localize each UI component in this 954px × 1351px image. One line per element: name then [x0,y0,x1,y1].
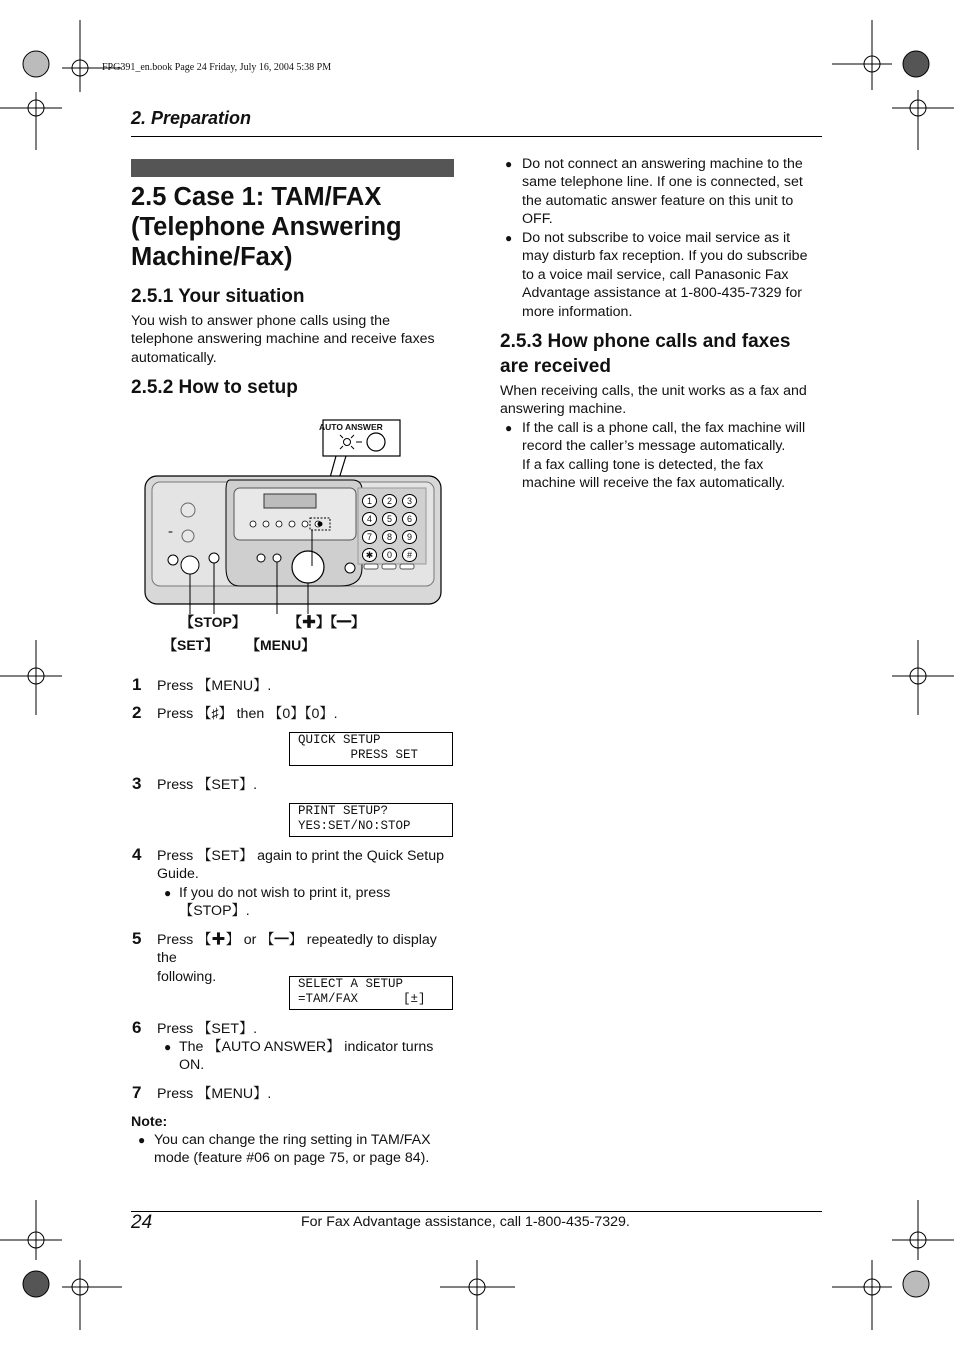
keypad-key: 4 [362,512,377,526]
step-number: 4 [132,845,142,864]
heading-line: 2.5.3 How phone calls and faxes [500,331,791,352]
keypad-key: 6 [402,512,417,526]
text-line: When receiving calls, the unit works as a fax and [500,383,807,399]
bullet-icon: ● [505,421,513,435]
keypad [362,494,422,562]
text-line: Do not connect an answering machine to the [522,156,803,172]
title-bar [131,159,454,177]
bullet-icon: ● [505,157,513,171]
keypad-key: 5 [382,512,397,526]
set-label: 【SET】 [163,637,219,653]
text-line: automatically. [131,349,217,366]
text-line: OFF. [522,211,553,228]
text-line: the automatic answer feature on this unit to [522,192,794,209]
step-bullet [164,1038,459,1075]
text-line: Press 【SET】 again to print the Quick Setup [157,848,445,864]
received-heading [500,329,830,379]
text-line: telephone answering machine and receive faxes [131,331,435,348]
received-text [500,382,830,419]
situation-heading: 2.5.1 Your situation [131,286,305,307]
text-line: mode (feature #06 on page 75, or page 84). [154,1150,430,1167]
right-bullet [505,229,832,321]
auto-answer-label: AUTO ANSWER [319,422,383,432]
step-text: Press 【MENU】. [157,1086,272,1102]
received-bullet [505,419,832,493]
footer-assistance: For Fax Advantage assistance, call 1-800-435-7329. [301,1214,630,1230]
keypad-key: 0 [382,548,397,562]
keypad-key: # [402,548,417,562]
note-bullet [138,1131,464,1168]
menu-label: 【MENU】 [246,637,316,653]
lcd-line: QUICK SETUP [298,733,381,747]
keypad-key: ✱ [362,548,377,562]
bullet-icon: ● [164,886,172,900]
lcd-line: PRINT SETUP? [298,804,389,818]
text-line: If a fax calling tone is detected, the fax [522,456,764,473]
text-line: The 【AUTO ANSWER】 indicator turns [179,1039,434,1055]
bullet-icon: ● [505,231,513,245]
heading-line: are received [500,356,611,377]
text-line: Press 【✚】 or 【━】 repeatedly to display the [157,932,437,967]
text-line: ON. [179,1057,205,1074]
bullet-icon: ● [164,1040,172,1054]
title-line: Machine/Fax) [131,243,293,271]
step-number: 2 [132,703,142,722]
text-line: to a voice mail service, call Panasonic Fax [522,266,789,283]
lcd-line: YES:SET/NO:STOP [298,819,411,833]
step-text [157,847,457,884]
text-line: more information. [522,303,633,320]
text-line: You wish to answer phone calls using the [131,313,390,329]
lcd-line: =TAM/FAX [±] [298,992,426,1006]
section-header: 2. Preparation [131,108,252,128]
right-bullet [505,155,832,229]
keypad-key: 7 [362,530,377,544]
plus-minus-label: 【✚】【━】 [288,614,365,630]
title-line: 2.5 Case 1: TAM/FAX [131,183,382,211]
step-text: Press 【MENU】. [157,678,272,694]
step-text: Press 【SET】. [157,777,258,793]
title-line: (Telephone Answering [131,213,402,241]
keypad-key: 3 [402,494,417,508]
keypad-key: 2 [382,494,397,508]
text-line: If you do not wish to print it, press [179,885,391,901]
bullet-icon: ● [138,1133,146,1147]
lcd-line: SELECT A SETUP [298,977,404,991]
text-line: Guide. [157,866,199,883]
header-rule [131,136,822,137]
keypad-key: 1 [362,494,377,508]
footer-rule [131,1211,822,1212]
step-number: 3 [132,774,142,793]
lcd-display [289,803,453,837]
page-number: 24 [131,1212,153,1233]
svg-text:=: = [168,529,174,536]
setup-heading: 2.5.2 How to setup [131,377,298,398]
text-line: Do not subscribe to voice mail service as it [522,230,791,246]
text-line: may disturb fax reception. If you do subscribe [522,248,808,265]
text-line: same telephone line. If one is connected, set [522,174,803,191]
step-number: 6 [132,1018,142,1037]
text-line: answering machine. [500,401,627,418]
situation-text [131,312,461,367]
file-info: FPG391_en.book Page 24 Friday, July 16, 2004 5:38 PM [102,62,332,73]
step-number: 1 [132,675,142,694]
step-number: 7 [132,1083,142,1102]
text-line: You can change the ring setting in TAM/FAX [154,1132,431,1148]
text-line: If the call is a phone call, the fax machine will [522,420,806,436]
text-line: following. [157,968,217,985]
lcd-display [289,732,453,766]
page-title [131,182,461,272]
keypad-key: 8 [382,530,397,544]
text-line: record the caller’s message automatically. [522,438,786,455]
note-label: Note: [131,1114,168,1130]
stop-label: 【STOP】 [180,614,246,630]
keypad-key: 9 [402,530,417,544]
step-bullet [164,884,459,921]
lcd-display [289,976,453,1010]
step-text: Press 【♯】 then 【0】【0】. [157,706,338,722]
text-line: Advantage assistance at 1-800-435-7329 for [522,285,802,302]
lcd-line: PRESS SET [298,748,419,762]
text-line: 【STOP】. [179,903,250,920]
step-text: Press 【SET】. [157,1021,258,1037]
text-line: machine will receive the fax automatically. [522,475,786,492]
step-number: 5 [132,929,142,948]
